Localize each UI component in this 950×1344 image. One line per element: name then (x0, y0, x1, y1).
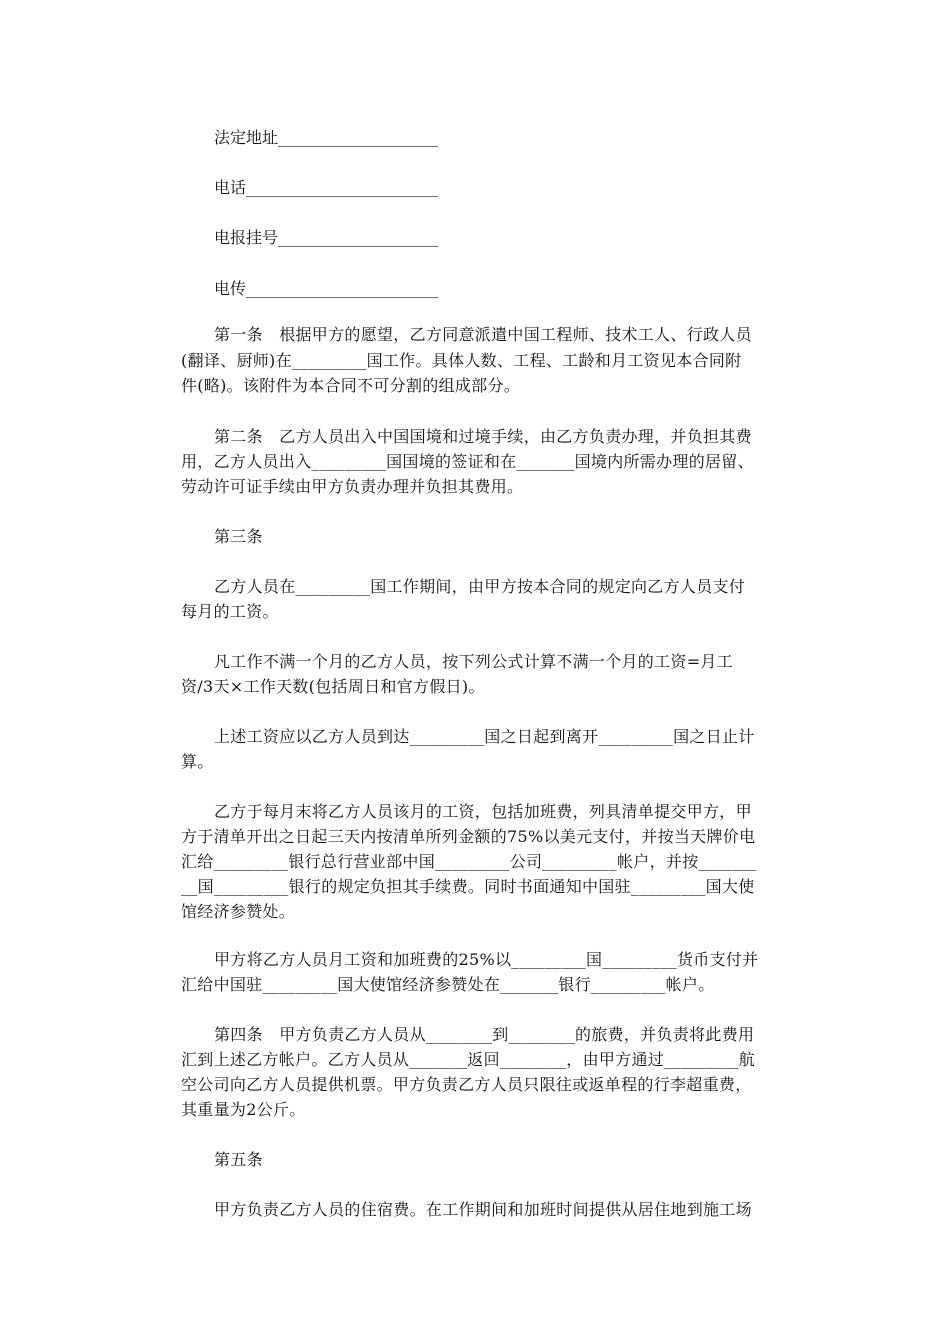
article-4-line: 空公司向乙方人员提供机票。甲方负责乙方人员只限往或返单程的行李超重费， (181, 1075, 752, 1094)
paragraph-line: __国_________银行的规定负担其手续费。同时书面通知中国驻_________国大使 (181, 877, 755, 896)
field-telegraph: 电报挂号____________________ (214, 228, 439, 247)
field-legal-address: 法定地址____________________ (214, 128, 439, 147)
article-1-line: 第一条 根据甲方的愿望，乙方同意派遣中国工程师、技术工人、行政人员 (214, 325, 752, 344)
paragraph-line: 上述工资应以乙方人员到达_________国之日起到离开_________国之日止计 (214, 727, 755, 746)
article-2-line: 第二条 乙方人员出入中国国境和过境手续，由乙方负责办理，并负担其费 (214, 427, 752, 446)
paragraph-line: 凡工作不满一个月的乙方人员，按下列公式计算不满一个月的工资=月工 (214, 652, 734, 671)
paragraph-line: 馆经济参赞处。 (181, 902, 296, 921)
article-1-line: (翻译、厨师)在_________国工作。具体人数、工程、工龄和月工资见本合同附 (181, 351, 742, 370)
field-phone: 电话________________________ (214, 178, 439, 197)
article-4-line: 汇到上述乙方帐户。乙方人员从_______返回________，由甲方通过_________航 (181, 1050, 756, 1069)
paragraph-line: 资/3天×工作天数(包括周日和官方假日)。 (181, 677, 485, 696)
article-2-line: 用，乙方人员出入_________国国境的签证和在_______国境内所需办理的居留、 (181, 452, 754, 471)
paragraph-line: 汇给_________银行总行营业部中国_________公司_________帐户，并按_______ (181, 852, 757, 871)
paragraph-line: 乙方于每月末将乙方人员该月的工资，包括加班费，列具清单提交甲方，甲 (214, 802, 752, 821)
paragraph-line: 方于清单开出之日起三天内按清单所列金额的75%以美元支付，并按当天牌价电 (181, 827, 756, 846)
paragraph-line: 甲方将乙方人员月工资和加班费的25%以_________国_________货币支付并 (214, 950, 759, 969)
paragraph-line: 每月的工资。 (181, 602, 279, 621)
article-4-line: 其重量为2公斤。 (181, 1100, 306, 1119)
article-4-line: 第四条 甲方负责乙方人员从________到________的旅费，并负责将此费用 (214, 1025, 755, 1044)
article-3-heading: 第三条 (214, 527, 263, 546)
article-1-line: 件(略)。该附件为本合同不可分割的组成部分。 (181, 376, 521, 395)
article-5-heading: 第五条 (214, 1150, 263, 1169)
paragraph-line: 算。 (181, 752, 214, 771)
article-2-line: 劳动许可证手续由甲方负责办理并负担其费用。 (181, 477, 524, 496)
paragraph-line: 乙方人员在_________国工作期间，由甲方按本合同的规定向乙方人员支付 (214, 577, 746, 596)
paragraph-line: 甲方负责乙方人员的住宿费。在工作期间和加班时间提供从居住地到施工场 (214, 1200, 752, 1219)
field-telex: 电传________________________ (214, 279, 439, 298)
paragraph-line: 汇给中国驻_________国大使馆经济参赞处在_______银行_________帐户。 (181, 975, 715, 994)
